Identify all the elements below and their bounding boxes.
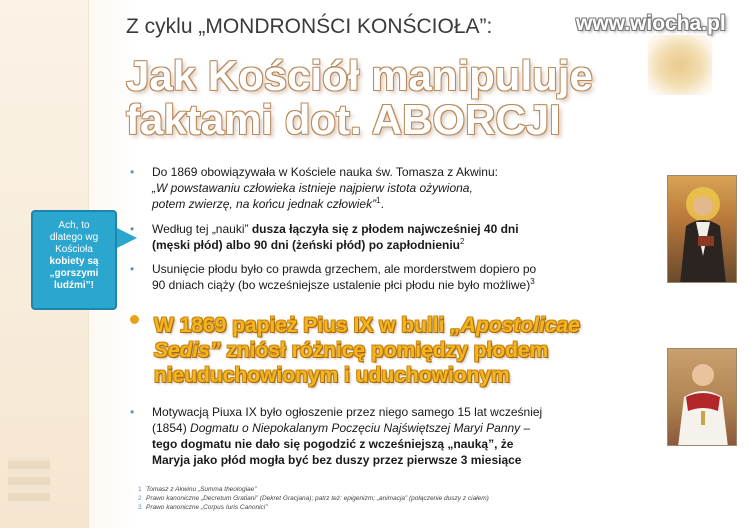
footnote-3: 3 Prawo kanoniczne „Corpus Iuris Canonici” — [138, 504, 268, 511]
footnote-1: 1 Tomasz z Akwinu „Summa theologiae” — [138, 486, 257, 493]
bullet-dot-icon: • — [130, 405, 135, 419]
footnote-2: 2 Prawo kanoniczne „Decretum Gratiani” (Dekret Gracjana); patrz też: epigenizm; „animacja” (połączenie duszy z ciałem) — [138, 495, 489, 502]
pope-figure-icon — [668, 349, 737, 446]
portrait-thomas-aquinas — [667, 175, 737, 283]
slide: Z cyklu „MONDRONŚCI KONŚCIOŁA”: www.wiocha.pl Jak Kościół manipuluje faktami dot. ABORCJI • Do 1869 obowiązywała w Kościele nauka św. Tomasza z Akwinu: „W powstawaniu człowieka istnieje najpierw istota ożywiona, potem zwierzę, na końcu jednak człowiek”$^1$. • Według tej „nauki” dusza łączyła się z płodem najwcześniej 40 dni (męski płód) albo 90 dni (żeński płód) po zapłodnieniu$^2$ • Usunięcie płodu było co prawda grzechem, ale morderstwem dopiero po 90 dniach ciąży (bo wcześniejsze ustalenie płci płodu nie było możliwe)$^3$ • Motywacją Piuxa IX było ogłoszenie przez niego samego 15 lat wcześniej (1854) Dogmatu o Niepokalanym Poczęciu Najświętszej Maryi Panny – tego dogmatu nie dało się pogodzić z wcześniejszą „nauką”, że Maryja jako płód mogła być bez duszy przez pierwsze 3 miesiące W 1869 papież Pius IX w bulli „Apostolicae Sedis” zniósł różnicę pomiędzy płodem nieuduchowionym i uduchowionym Ach, to dlatego wg Kościoła kobiety są „gorszymi ludźmi”! 1 Tomasz z Akwinu „Summa theologiae” 2 Prawo kanoniczne „Decretum Gratiani” (Dekret Gracjana); patrz też: epigenizm; „animacja” (połączenie duszy z ciałem) 3 Prawo kanoniczne „Corpus Iuris Canonici” — [0, 0, 750, 528]
portrait-pius-ix — [667, 348, 737, 446]
cycle-title: Z cyklu „MONDRONŚCI KONŚCIOŁA”: — [126, 15, 493, 38]
footnotes — [138, 485, 489, 512]
main-title — [126, 54, 596, 142]
blurred-logo-icon — [648, 35, 712, 95]
highlight-bullet-icon — [130, 315, 139, 324]
watermark: www.wiocha.pl — [576, 12, 726, 35]
bullet-dot-icon: • — [130, 262, 135, 276]
blurred-corner-icon — [8, 457, 50, 501]
bullet-dot-icon: • — [130, 222, 135, 236]
callout-box: Ach, to dlatego wg Kościoła kobiety są „gorszymi ludźmi”! — [31, 210, 117, 310]
bullet-dot-icon: • — [130, 165, 135, 179]
main-title-line1: Jak Kościół manipuluje — [126, 52, 593, 99]
main-title-line2: faktami dot. ABORCJI — [126, 96, 561, 143]
callout-pointer-icon — [117, 228, 137, 248]
saint-figure-icon — [668, 176, 737, 283]
